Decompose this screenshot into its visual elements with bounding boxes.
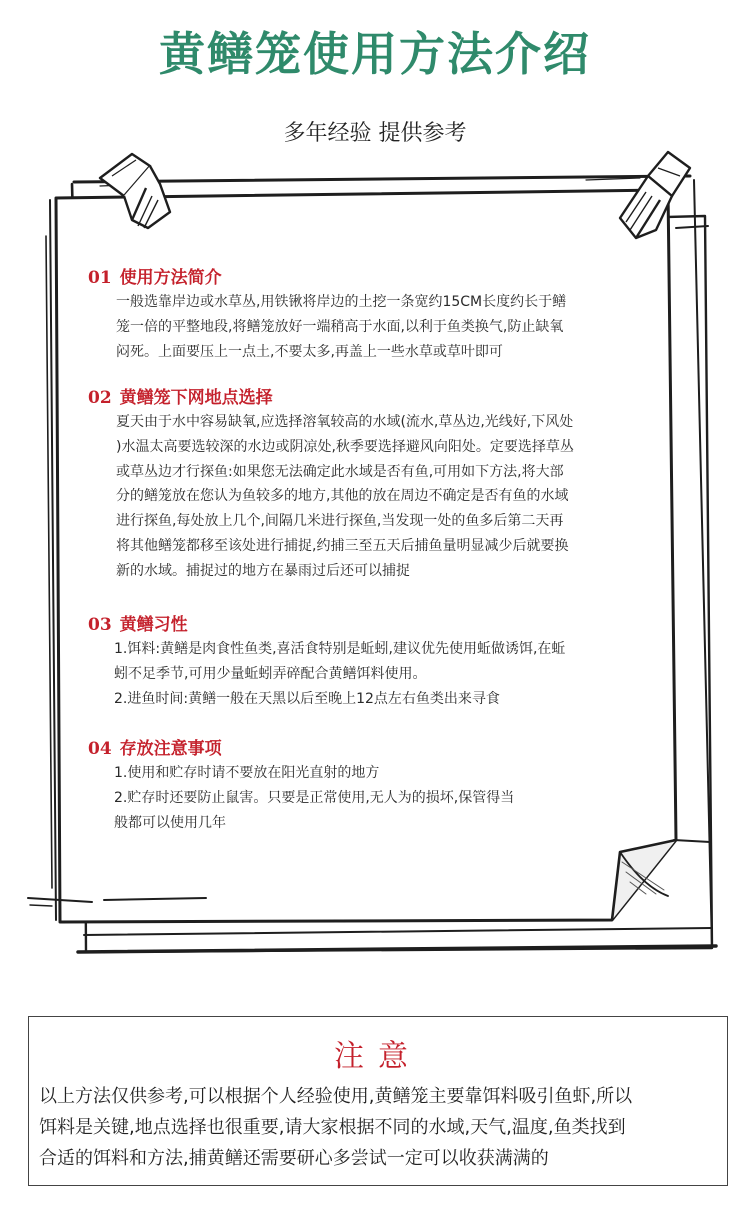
section-heading — [88, 266, 688, 290]
notice-title: 注意 — [334, 1039, 422, 1074]
section-number: 02 — [88, 388, 112, 408]
section-number: 04 — [88, 739, 112, 759]
paragraph-line: 新的水域。捕捉过的地方在暴雨过后还可以捕捉 — [116, 562, 410, 579]
section-title: 黄鳝习性 — [119, 615, 188, 635]
paragraph-line: 分的鳝笼放在您认为鱼较多的地方,其他的放在周边不确定是否有鱼的水域 — [116, 488, 569, 505]
section-usage — [88, 266, 688, 364]
paragraph-line: 进行探鱼,每处放上几个,间隔几米进行探鱼,当发现一处的鱼多后第二天再 — [116, 513, 564, 530]
notice-box — [28, 1016, 728, 1186]
notice-line: 合适的饵料和方法,捕黄鳝还需要研心多尝试一定可以收获满满的 — [39, 1148, 549, 1169]
page-subtitle: 多年经验 提供参考 — [283, 121, 467, 146]
section-location — [88, 386, 688, 584]
page-title: 黄鳝笼使用方法介绍 — [159, 27, 591, 81]
section-heading — [88, 386, 688, 410]
section-number: 01 — [88, 268, 112, 288]
notice-body — [39, 1081, 717, 1174]
notice-line: 饵料是关键,地点选择也很重要,请大家根据不同的水域,天气,温度,鱼类找到 — [39, 1117, 626, 1138]
list-item: 般都可以使用几年 — [114, 814, 226, 831]
section-heading — [88, 613, 688, 637]
list-item: 1.饵料:黄鳝是肉食性鱼类,喜活食特别是蚯蚓,建议优先使用蚯做诱饵,在蚯 — [114, 641, 566, 657]
list-item: 蚓不足季节,可用少量蚯蚓弄碎配合黄鳝饵料使用。 — [114, 665, 427, 682]
section-title: 黄鳝笼下网地点选择 — [119, 388, 273, 408]
list-item: 1.使用和贮存时请不要放在阳光直射的地方 — [114, 765, 380, 781]
section-heading — [88, 737, 688, 761]
paragraph-line: 笼一倍的平整地段,将鳝笼放好一端稍高于水面,以利于鱼类换气,防止缺氧 — [116, 318, 564, 335]
section-number: 03 — [88, 615, 112, 635]
list-item: 2.贮存时还要防止鼠害。只要是正常使用,无人为的损坏,保管得当 — [114, 789, 515, 806]
section-storage — [88, 737, 688, 835]
section-habits — [88, 613, 688, 711]
paragraph-line: 闷死。上面要压上一点土,不要太多,再盖上一些水草或草叶即可 — [116, 343, 503, 360]
paragraph-line: )水温太高要选较深的水边或阴凉处,秋季要选择避风向阳处。定要选择草丛 — [116, 438, 574, 455]
paragraph-line: 夏天由于水中容易缺氧,应选择溶氧较高的水域(流水,草丛边,光线好,下风处 — [116, 414, 574, 430]
list-item: 2.进鱼时间:黄鳝一般在天黑以后至晚上12点左右鱼类出来寻食 — [114, 690, 500, 707]
paragraph-line: 将其他鳝笼都移至该处进行捕捉,约捕三至五天后捕鱼量明显减少后就要换 — [116, 537, 569, 554]
paragraph-line: 一般选靠岸边或水草丛,用铁锹将岸边的土挖一条宽约15CM长度约长于鳝 — [116, 294, 567, 310]
section-title: 存放注意事项 — [119, 739, 222, 759]
section-title: 使用方法简介 — [119, 268, 222, 288]
paragraph-line: 或草丛边才行探鱼:如果您无法确定此水域是否有鱼,可用如下方法,将大部 — [116, 463, 564, 480]
notice-line: 以上方法仅供参考,可以根据个人经验使用,黄鳝笼主要靠饵料吸引鱼虾,所以 — [39, 1086, 633, 1107]
